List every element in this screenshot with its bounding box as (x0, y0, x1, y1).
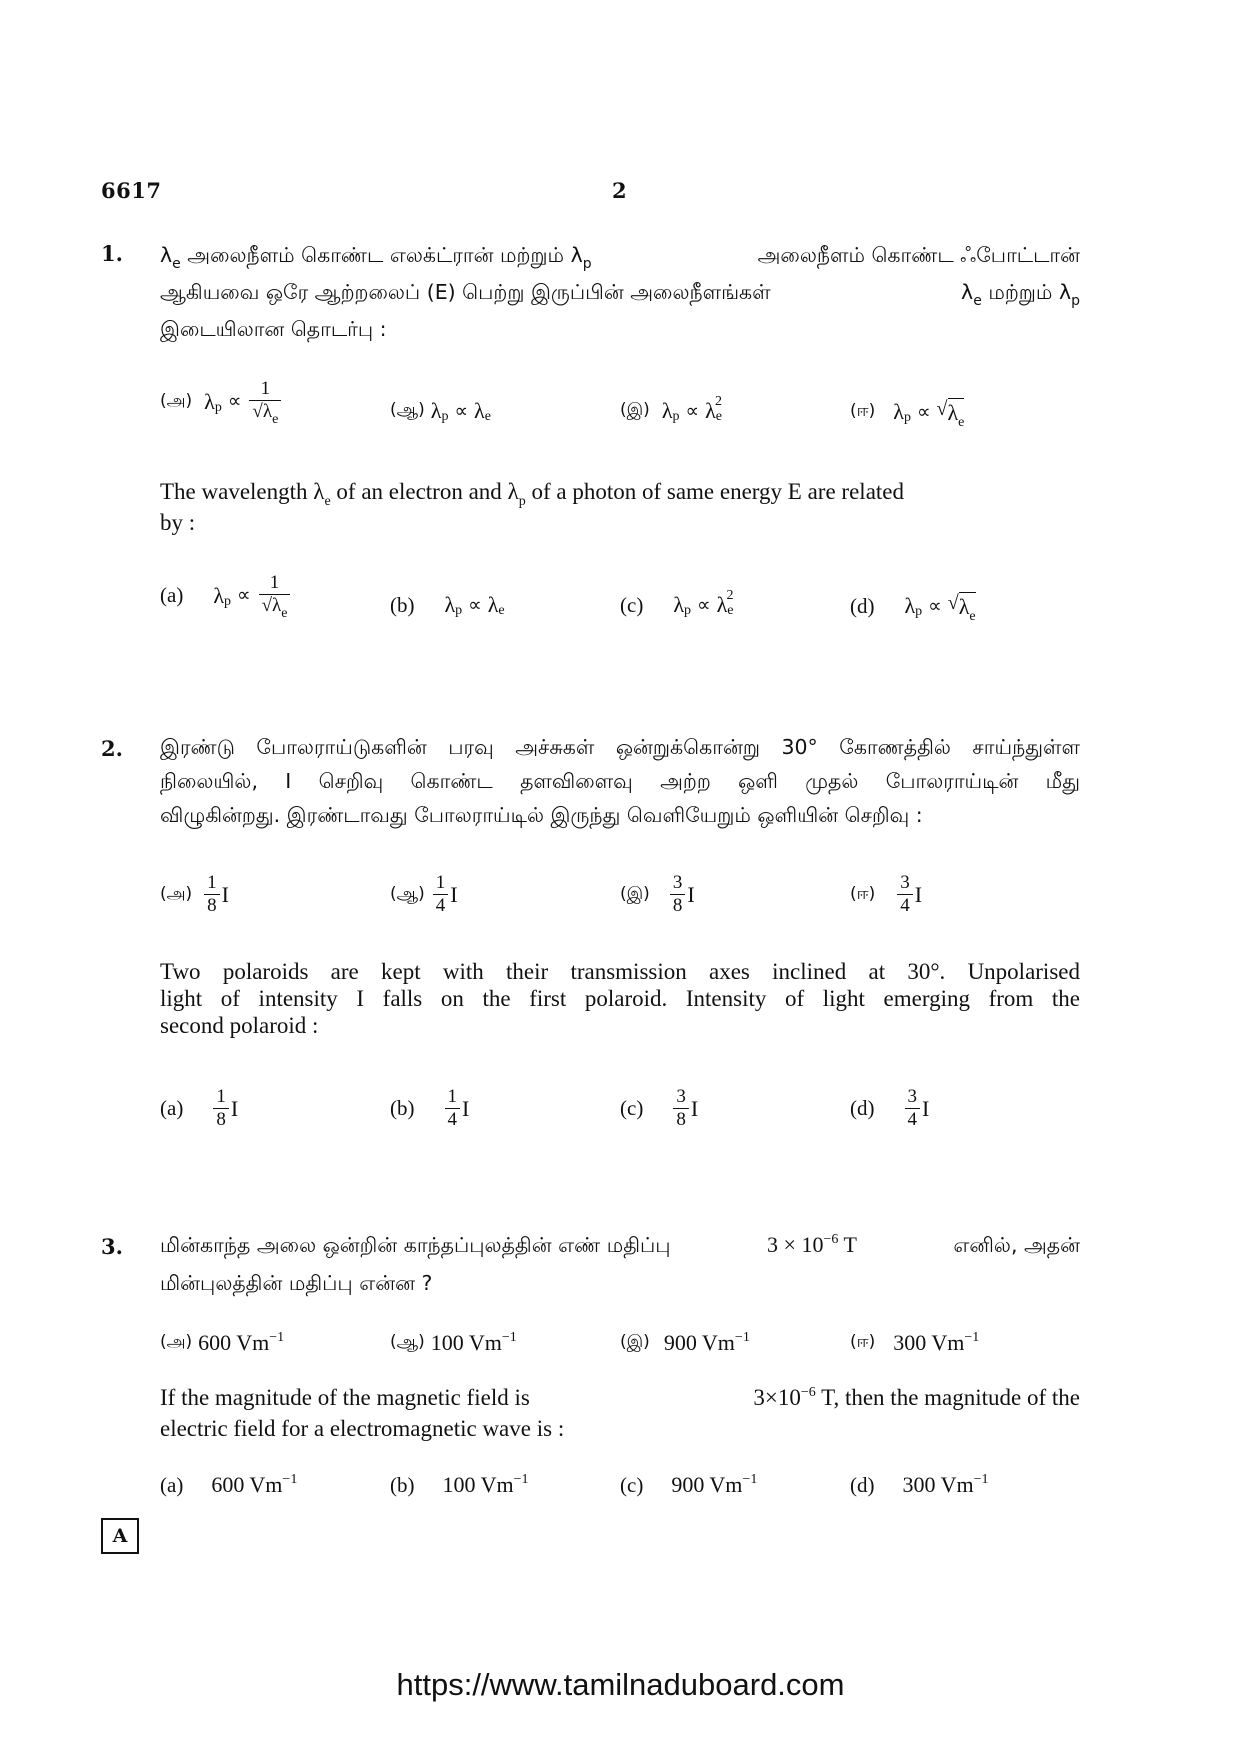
q3-english-option-a[interactable]: (a) 600 $Vm^{-1}$ (160, 1472, 298, 1497)
q3-tamil-stem: மின்காந்த அலை ஒன்றின் காந்தப்புலத்தின் எண் மதிப்பு $3 \times 10^{-6}$ T எனில், அதன் மின்புலத்தின் மதிப்பு என்ன ? (160, 1232, 1080, 1295)
q1-english-option-d[interactable]: (d) λ p ∝ √ $\lambda_e$ (850, 592, 976, 624)
q1-english-option-b[interactable]: (b) λ p ∝ λ e (390, 592, 505, 618)
q2-tamil-stem: இரண்டு போலராய்டுகளின் பரவு அச்சுகள் ஒன்றுக்கொன்று 30° கோணத்தில் சாய்ந்துள்ள நிலையில், I செறிவு கொண்ட தளவிளைவு அற்ற ஒளி முதல் போலராய்டின் மீது விழுகின்றது. இரண்டாவது போலராய்டில் இருந்து வெளியேறும் ஒளியின் செறிவு : (160, 735, 1080, 827)
q3-tamil-option-a[interactable]: (அ) 600 $Vm^{-1}$ (160, 1330, 285, 1355)
q1-tamil-stem: $\lambda_e$ அலைநீளம் கொண்ட எலக்ட்ரான் மற்றும் $\lambda_p$ அலைநீளம் கொண்ட ஃபோட்டான் ஆகியவை ஒரே ஆற்றலைப் (E) பெற்று இருப்பின் அலைநீளங்கள் $\lambda_e$ மற்றும் $\lambda_p$ இடையிலான தொடர்பு : (160, 243, 1080, 341)
q3-english-option-b[interactable]: (b) 100 $Vm^{-1}$ (390, 1472, 529, 1497)
q3-english-option-d[interactable]: (d) 300 $Vm^{-1}$ (850, 1472, 989, 1497)
q1-tamil-option-a[interactable]: (அ) λ p ∝ $\frac{1}{√\lambda_e}$ (160, 378, 283, 425)
paper-code: 6617 (101, 178, 162, 203)
q1-tamil-option-d[interactable]: (ஈ) λ p ∝ √ $\lambda_e$ (850, 398, 965, 430)
q2-tamil-option-c[interactable]: (இ) $\frac{3}{8}$ I (620, 872, 695, 916)
q3-tamil-option-c[interactable]: (இ) 900 $Vm^{-1}$ (620, 1330, 750, 1355)
q2-english-option-a[interactable]: (a) $\frac{1}{8}$ I (160, 1086, 239, 1130)
q1-english-option-a[interactable]: (a) λ p ∝ $\frac{1}{√\lambda_e}$ (160, 572, 292, 619)
q1-tamil-option-b[interactable]: (ஆ) λ p ∝ λ e (390, 398, 491, 424)
q3-tamil-option-d[interactable]: (ஈ) 300 $Vm^{-1}$ (850, 1330, 980, 1355)
q2-english-option-c[interactable]: (c) $\frac{3}{8}$ I (620, 1086, 699, 1130)
q2-tamil-option-d[interactable]: (ஈ) $\frac{3}{4}$ I (850, 872, 923, 916)
q3-english-option-c[interactable]: (c) 900 $Vm^{-1}$ (620, 1472, 758, 1497)
q1-tamil-option-c[interactable]: (இ) λ p ∝ λ e 2 (620, 394, 722, 424)
q2-english-option-d[interactable]: (d) $\frac{3}{4}$ I (850, 1086, 930, 1130)
q2-tamil-option-a[interactable]: (அ) $\frac{1}{8}$ I (160, 872, 229, 916)
q3-english-stem: If the magnitude of the magnetic field is $3\times 10^{-6}$ T, then the magnitude of the electric field for a electromagnetic wave is : (160, 1385, 1080, 1441)
q2-tamil-option-b[interactable]: (ஆ) $\frac{1}{4}$ I (390, 872, 458, 916)
question-number-1: 1. (101, 241, 123, 266)
question-number-2: 2. (101, 736, 123, 761)
page-number: 2 (612, 178, 628, 203)
q1-english-stem: The wavelength $\lambda_e$ of an electron and $\lambda_p$ of a photon of same energy E are related by : (160, 479, 904, 535)
booklet-version-badge: A (101, 1518, 139, 1554)
question-number-3: 3. (101, 1234, 123, 1259)
q2-english-option-b[interactable]: (b) $\frac{1}{4}$ I (390, 1086, 470, 1130)
q3-tamil-option-b[interactable]: (ஆ) 100 $Vm^{-1}$ (390, 1330, 517, 1355)
footer-url[interactable]: https://www.tamilnaduboard.com (396, 1667, 845, 1702)
q2-english-stem: Two polaroids are kept with their transmission axes inclined at 30°. Unpolarised light of intensity I falls on the first polaroid. Intensity of light emerging from the second polaroid : (160, 959, 1080, 1038)
q1-english-option-c[interactable]: (c) λ p ∝ λ e 2 (620, 588, 734, 618)
